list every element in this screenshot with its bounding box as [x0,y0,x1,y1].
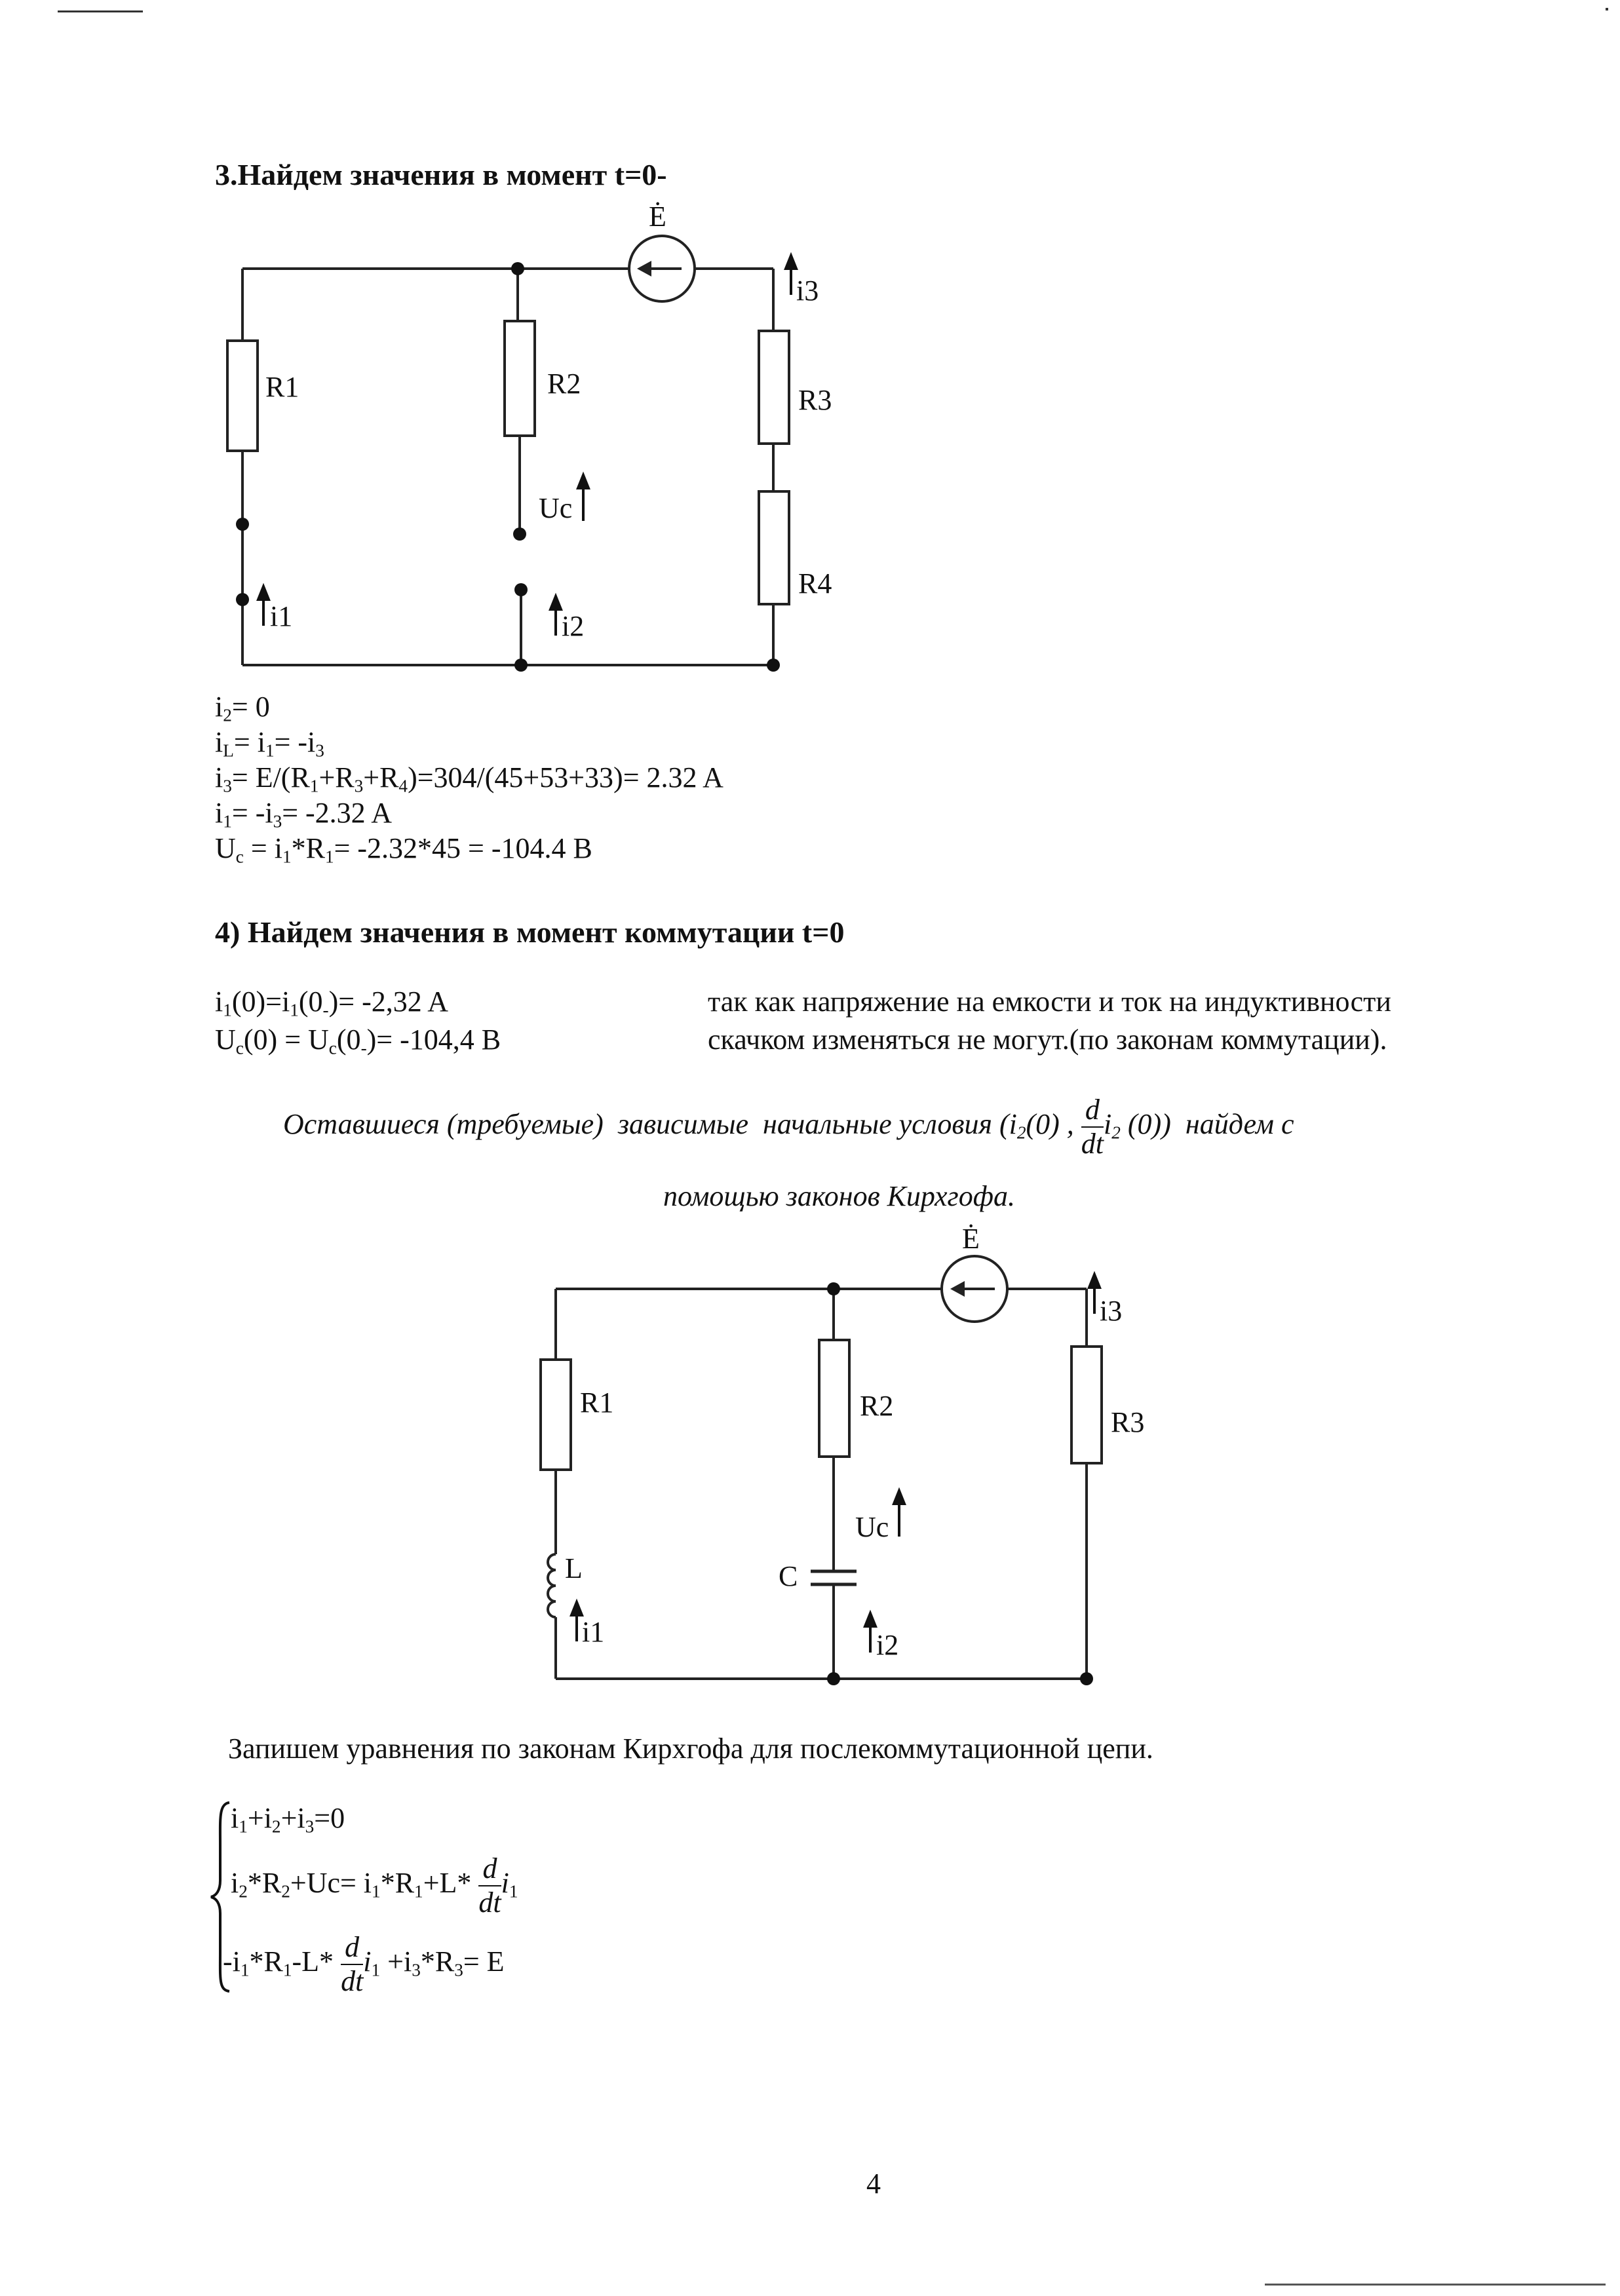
calc-line-3: $i_3= E/(R_1+R_3+R_4)=304/(45+53+33)= 2.32$ A [215,761,723,796]
resistor-r1 [227,341,258,451]
node [236,518,249,531]
derivative-fraction: $\frac{d}{dt}$ [341,1931,364,1997]
node [827,1672,840,1685]
label-i3: i3 [1100,1295,1123,1327]
derivative-fraction: $\frac{d}{dt}$ [1081,1094,1104,1160]
label-uc: Uc [539,492,573,524]
label-c: C [779,1560,798,1592]
node [767,659,780,672]
label-i1: i1 [582,1616,605,1648]
label-i2: i2 [562,610,585,642]
label-r2: R2 [547,368,581,400]
system-eq-1: $i_1+i_2+i_3=0$ [231,1802,345,1837]
calc-line-2: $i_L= i_1= -i_3$ [215,726,324,761]
inductor-l [548,1554,556,1617]
resistor-r2 [819,1340,849,1457]
derivative-fraction: $\frac{d}{dt}$ [478,1852,501,1919]
label-r1: R1 [580,1387,614,1419]
node [514,583,528,596]
corner-mark [1606,8,1608,10]
page-number: 4 [866,2168,881,2200]
resistor-r3 [759,331,789,444]
node [236,593,249,606]
system-eq-2: $i_2*R_2+Uc= i_1*R_1+L*$ $\frac{d}{dt}$ $i_1$ [231,1852,518,1919]
calc-line-4: $i_1= -i_3= -2.32$ A [215,797,393,832]
label-r2: R2 [860,1390,894,1422]
node [827,1282,840,1295]
commutation-reason-2: скачком изменяться не могут.(по законам коммутации). [708,1024,1387,1056]
label-r4: R4 [798,567,832,600]
node [1080,1672,1093,1685]
label-i3: i3 [796,275,819,307]
resistor-r1 [541,1360,571,1470]
circuit-diagram-1 [197,190,917,688]
bottom-rule [1265,2284,1606,2286]
label-i1: i1 [270,600,293,632]
label-r3: R3 [798,384,832,416]
resistor-r2 [505,321,535,436]
section-heading-3: 3.Найдем значения в момент t=0- [215,158,667,191]
resistor-r4 [759,491,789,604]
label-uc: Uc [855,1511,889,1543]
node [513,527,526,541]
commutation-reason-1: так как напряжение на емкости и ток на индуктивности [708,985,1391,1018]
label-i2: i2 [876,1629,899,1661]
node [514,659,528,672]
label-r3: R3 [1111,1406,1145,1438]
source-label: Ė [962,1223,980,1255]
circuit-diagram-2 [511,1212,1153,1723]
remaining-conditions: Оставшиеся (требуемые) зависимые начальные условия ($i_2(0)$ , $\frac{d}{dt}$ $i_2$ (0)) найдем с [283,1094,1294,1160]
remaining-conditions-line2: помощью законов Кирхгофа. [663,1180,1015,1212]
initial-uc: $U_c(0) = U_c(0_-)= -104,4$ B [215,1024,501,1058]
section-heading-4: 4) Найдем значения в момент коммутации t=0 [215,915,845,949]
calc-line-5: $U_c = i_1*R_1= -2.32*45 = -104.4$ B [215,832,592,867]
source-label: Ė [649,201,666,233]
label-r1: R1 [265,371,299,403]
node [511,262,524,275]
resistor-r3 [1071,1347,1102,1463]
system-eq-3: $-i_1*R_1-L*$ $\frac{d}{dt}$ $i_1 +i_3*R_3= E$ [223,1931,505,1997]
initial-i1: $i_1(0)=i_1(0_-)= -2,32$ A [215,985,449,1020]
kirchhoff-intro: Запишем уравнения по законам Кирхгофа для послекоммутационной цепи. [228,1732,1153,1765]
top-rule [58,10,143,12]
label-l: L [565,1552,583,1584]
calc-line-1: $i_2= 0$ [215,691,270,725]
